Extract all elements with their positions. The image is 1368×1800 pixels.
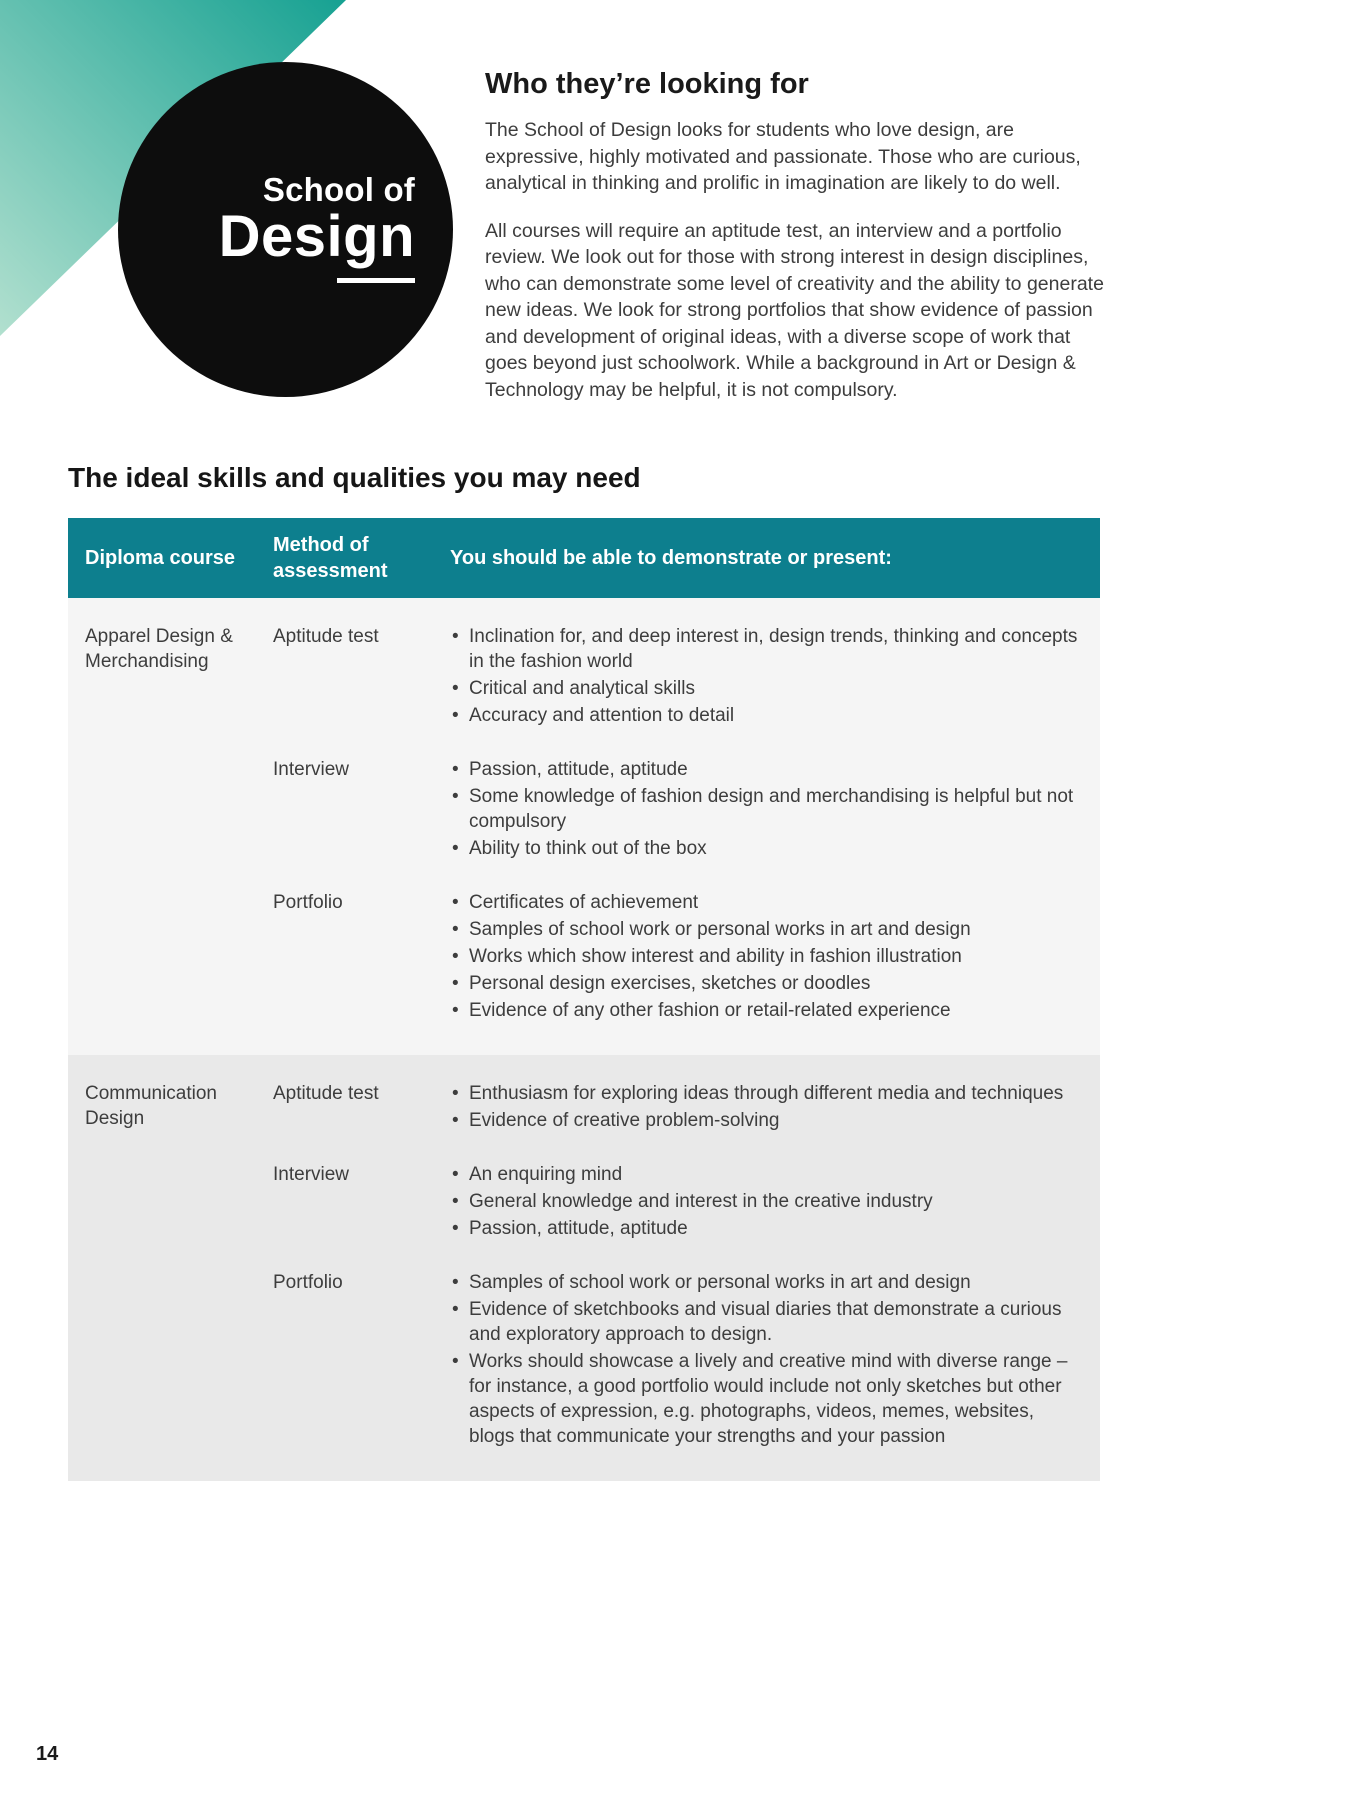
method-block: [273, 1162, 1082, 1243]
point-item: • Samples of school work or personal works in art and design: [450, 1270, 1082, 1295]
method-name: Aptitude test: [273, 626, 379, 647]
header-cell-method-of-assessment: Method of assessment: [273, 534, 388, 582]
intro-paragraph-1: The School of Design looks for students who love design, are expressive, highly motivated and passionate. Those who are curious, analytical in thinking and prolific in imagination are likely to do well.: [485, 119, 1081, 194]
point-item: • Works should showcase a lively and creative mind with diverse range – for instance, a good portfolio would include not only sketches but other aspects of expression, e.g. photographs, videos, memes, websites, blogs that communicate your strengths and your passion: [450, 1349, 1082, 1449]
points-list: [450, 1162, 1082, 1243]
point-item: • Ability to think out of the box: [450, 836, 1082, 861]
header-cell-demonstrate: You should be able to demonstrate or present:: [450, 547, 892, 569]
point-item: • Passion, attitude, aptitude: [450, 757, 1082, 782]
methods-stack: [273, 624, 1082, 1025]
point-item: • General knowledge and interest in the creative industry: [450, 1189, 1082, 1214]
course-row: [68, 1055, 1100, 1481]
points-list: [450, 1270, 1082, 1451]
intro-block: [485, 68, 1228, 403]
point-item: • Passion, attitude, aptitude: [450, 1216, 1082, 1241]
point-item: • Certificates of achievement: [450, 890, 1082, 915]
point-item: • Evidence of sketchbooks and visual diaries that demonstrate a curious and exploratory approach to design.: [450, 1297, 1082, 1347]
method-name: Interview: [273, 759, 350, 780]
point-item: • Enthusiasm for exploring ideas through different media and techniques: [450, 1081, 1082, 1106]
point-item: • Evidence of any other fashion or retail-related experience: [450, 998, 1082, 1023]
method-name: Aptitude test: [273, 1083, 379, 1104]
course-name: Communication Design: [85, 1083, 217, 1129]
points-list: [450, 624, 1082, 730]
point-item: • Critical and analytical skills: [450, 676, 1082, 701]
intro-paragraph-2: All courses will require an aptitude test, an interview and a portfolio review. We look out for those with strong interest in design disciplines, who can demonstrate some level of creativity and the ability to generate new ideas. We look for strong portfolios that show evidence of passion and development of original ideas, with a diverse scope of work that goes beyond just schoolwork. While a background in Art or Design & Technology may be helpful, it is not compulsory.: [485, 219, 1104, 401]
points-list: [450, 757, 1082, 863]
method-block: [273, 890, 1082, 1025]
school-of-design-badge: [118, 62, 453, 397]
badge-underline-decoration: [337, 278, 415, 283]
header-cell-diploma-course: Diploma course: [85, 547, 236, 569]
badge-design-label: Design: [218, 204, 415, 269]
method-block: [273, 624, 1082, 730]
point-item: • Works which show interest and ability in fashion illustration: [450, 944, 1082, 969]
point-item: • An enquiring mind: [450, 1162, 1082, 1187]
table-header-row: [68, 518, 1100, 598]
point-item: • Personal design exercises, sketches or doodles: [450, 971, 1082, 996]
method-block: [273, 1081, 1082, 1135]
skills-table: [68, 518, 1100, 1481]
badge-school-of-label: School of: [262, 171, 415, 208]
point-item: • Accuracy and attention to detail: [450, 703, 1082, 728]
method-block: [273, 1270, 1082, 1451]
method-name: Portfolio: [273, 892, 343, 913]
course-row: [68, 598, 1100, 1055]
intro-heading: Who they’re looking for: [485, 68, 809, 100]
points-list: [450, 1081, 1082, 1135]
point-item: • Evidence of creative problem-solving: [450, 1108, 1082, 1133]
course-name: Apparel Design & Merchandising: [85, 626, 233, 672]
point-item: • Samples of school work or personal works in art and design: [450, 917, 1082, 942]
badge-text: [219, 172, 415, 288]
methods-stack: [273, 1081, 1082, 1451]
points-list: [450, 890, 1082, 1025]
page-number: 14: [36, 1743, 59, 1765]
point-item: • Some knowledge of fashion design and merchandising is helpful but not compulsory: [450, 784, 1082, 834]
method-block: [273, 757, 1082, 863]
method-name: Interview: [273, 1164, 350, 1185]
point-item: • Inclination for, and deep interest in, design trends, thinking and concepts in the fashion world: [450, 624, 1082, 674]
table-body: [68, 598, 1100, 1481]
hero-section: [0, 0, 1368, 440]
section-heading: The ideal skills and qualities you may need: [68, 462, 641, 493]
method-name: Portfolio: [273, 1272, 343, 1293]
